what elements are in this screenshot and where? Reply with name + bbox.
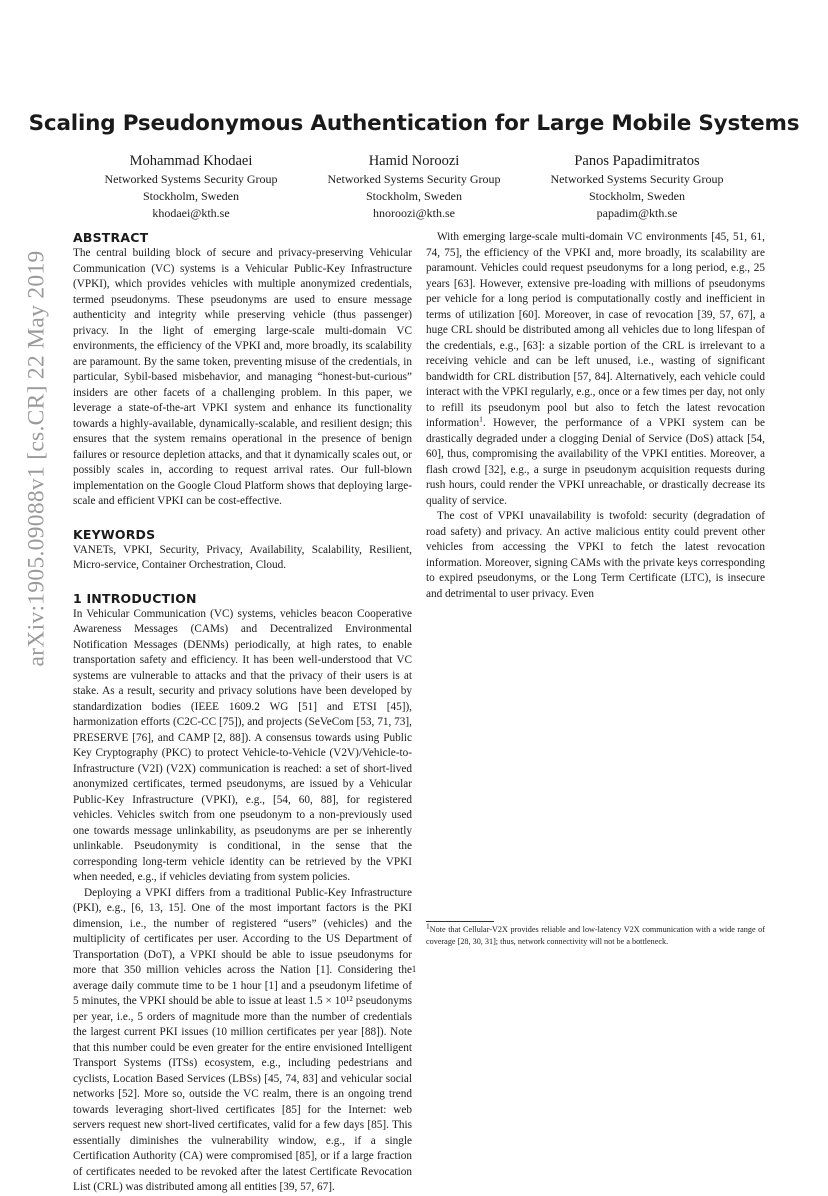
author-block-3 [519, 151, 755, 223]
author-name: Panos Papadimitratos [574, 153, 700, 169]
introduction-heading: 1 INTRODUCTION [73, 590, 197, 606]
arxiv-stamp: arXiv:1905.09088v1 [cs.CR] 22 May 2019 [23, 249, 50, 667]
footnote: $^1$Note that Cellular-V2X provides reliable and low-latency V2X communication with a wide range of coverage [28, 30, 31]; thus, network connectivity will not be a bottleneck. [426, 921, 765, 946]
keywords-heading: KEYWORDS [73, 526, 156, 542]
right-column [426, 230, 765, 602]
author-affiliation: Networked Systems Security Group [550, 172, 724, 186]
author-name: Mohammad Khodaei [129, 153, 253, 169]
intro-paragraph-4: The cost of VPKI unavailability is twofold: security (degradation of road safety) and privacy. An active malicious entity could prevent other vehicles from accessing the VPKI to fetch the latest revocation information. Moreover, signing CAMs with the private keys corresponding to expired pseudonyms, or the Long Term Certificate (LTC), is insecure and detrimental to user privacy. Even [426, 510, 765, 600]
author-affiliation: Networked Systems Security Group [327, 172, 501, 186]
intro-paragraph-3: With emerging large-scale multi-domain VC environments [45, 51, 61, 74, 75], the efficiency of the VPKI and, more broadly, its scalability are paramount. Vehicles could request pseudonyms for a long period, e.g., 25 years [63]. However, extensive pre-loading with millions of pseudonyms per vehicle for a long period is computationally costly and inefficient in terms of utilization [60]. Moreover, in case of revocation [39, 57, 67], a huge CRL should be distributed among all vehicles due to long lifespan of the credentials, e.g., [63]: a sizable portion of the CRL is irrelevant to a receiving vehicle and can be left unused, i.e., wasting of significant bandwidth for CRL distribution [57, 84]. Alternatively, each vehicle could interact with the VPKI regularly, e.g., once or a few times per day, not only to refill its pseudonym pool but also to fetch the latest revocation information$^1$. However, the performance of a VPKI system can be drastically degraded under a clogging Denial of Service (DoS) attack [54, 60], thus, compromising the availability of the VPKI entities. Moreover, a flash crowd [32], e.g., a surge in pseudonym acquisition requests during rush hours, could render the VPKI unreachable, or drastically decrease its quality of service. [426, 231, 765, 507]
intro-paragraph-2-start: Deploying a VPKI differs from a traditional Public-Key Infrastructure (PKI), e.g., [6, 13, 15]. One of the most important factors is the PKI dimension, i.e., the number of registered “users” (vehicles) and the multiplicity of certificates per user. According to the US Department of Transportation (DoT), a VPKI should be able to issue pseudonyms for more that 350 million vehicles across the Nation [1]. Considering the average daily commute time to be 1 hour [1] and a pseudonym lifetime of 5 minutes, the VPKI should be able to issue at least 1.5 × 10¹² pseudonyms per year, i.e., 5 orders of magnitude more than the number of credentials the largest current PKI issues (10 million certificates per year [88]). Note that this number could be even greater for the entire envisioned Intelligent Transport Systems (ITSs) ecosystem, e.g., including pedestrians and cyclists, Location Based Services (LBSs) [45, 74, 83] and vehicular social networks [52]. More so, outside the VC realm, there is an ongoing trend towards leveraging short-lived certificates [85] for the Internet: web servers request new short-lived certificates, valid for a few days [85]. This essentially diminishes the vulnerability window, e.g., if a single Certification Authority (CA) were compromised [85], or if a large fraction of certificates needed to be revoked after the latest Certificate Revocation List (CRL) was distributed among all entities [39, 57, 67]. [73, 886, 412, 1193]
footnote-marker: 1 [479, 414, 483, 424]
page-number: 1 [411, 964, 417, 974]
author-email: papadim@kth.se [596, 206, 678, 221]
abstract-text: The central building block of secure and privacy-preserving Vehicular Communication (VC) systems is a Vehicular Public-Key Infrastructure (VPKI), which provides vehicles with multiple anonymized credentials, termed pseudonyms. These pseudonyms are used to ensure message authenticity and integrity while preserving vehicle (thus passenger) privacy. In the light of emerging large-scale multi-domain VC environments, the efficiency of the VPKI and, more broadly, its scalability are paramount. By the same token, preventing misuse of the credentials, in particular, Sybil-based misbehavior, and managing “honest-but-curious” insiders are other facets of a challenging problem. In this paper, we leverage a state-of-the-art VPKI system and enhance its functionality towards a highly-available, dynamically-scalable, and resilient design; this ensures that the system remains operational in the presence of benign failures or resource depletion attacks, and that it dynamically scales out, or possibly scales in, according to request arrival rates. Our full-blown implementation on the Google Cloud Platform shows that deploying large-scale and efficient VPKI can be cost-effective. [73, 247, 412, 507]
footnote-rule [426, 921, 494, 922]
author-location: Stockholm, Sweden [143, 189, 239, 204]
keywords-text: VANETs, VPKI, Security, Privacy, Availability, Scalability, Resilient, Micro-service, Container Orchestration, Cloud. [73, 543, 412, 571]
paper-title: Scaling Pseudonymous Authentication for Large Mobile Systems [28, 111, 800, 136]
abstract-heading: ABSTRACT [73, 230, 149, 245]
author-name: Hamid Noroozi [368, 153, 460, 169]
author-location: Stockholm, Sweden [366, 189, 462, 204]
author-email: hnoroozi@kth.se [372, 206, 456, 221]
author-block-2 [296, 151, 532, 223]
left-column [73, 229, 412, 1196]
author-location: Stockholm, Sweden [589, 189, 685, 204]
author-affiliation: Networked Systems Security Group [104, 172, 278, 186]
author-email: khodaei@kth.se [152, 206, 230, 221]
author-block-1 [73, 151, 309, 223]
intro-paragraph-1: In Vehicular Communication (VC) systems, vehicles beacon Cooperative Awareness Messages (CAMs) and Decentralized Environmental Notification Messages (DENMs) periodically, at high rates, to enable transportation safety and efficiency. It has been well-understood that VC systems are vulnerable to attacks and that the privacy of their users is at stake. As a result, security and privacy solutions have been developed by standardization bodies (IEEE 1609.2 WG [51] and ETSI [45]), harmonization efforts (C2C-CC [75]), and projects (SeVeCom [53, 71, 73], PRESERVE [76], and CAMP [2, 88]). A consensus towards using Public Key Cryptography (PKC) to protect Vehicle-to-Vehicle (V2V)/Vehicle-to-Infrastructure (V2I) (V2X) communication is reached: a set of short-lived anonymized certificates, termed pseudonyms, are issued by a Vehicular Public-Key Infrastructure (VPKI), e.g., [54, 60, 88], for registered vehicles. Vehicles switch from one pseudonym to a non-previously used one towards message unlinkability, as pseudonyms are per se inherently unlinkable. Pseudonymity is conditional, in the sense that the corresponding long-term vehicle identity can be retrieved by the VPKI when needed, e.g., if vehicles deviating from system policies. [73, 607, 412, 883]
